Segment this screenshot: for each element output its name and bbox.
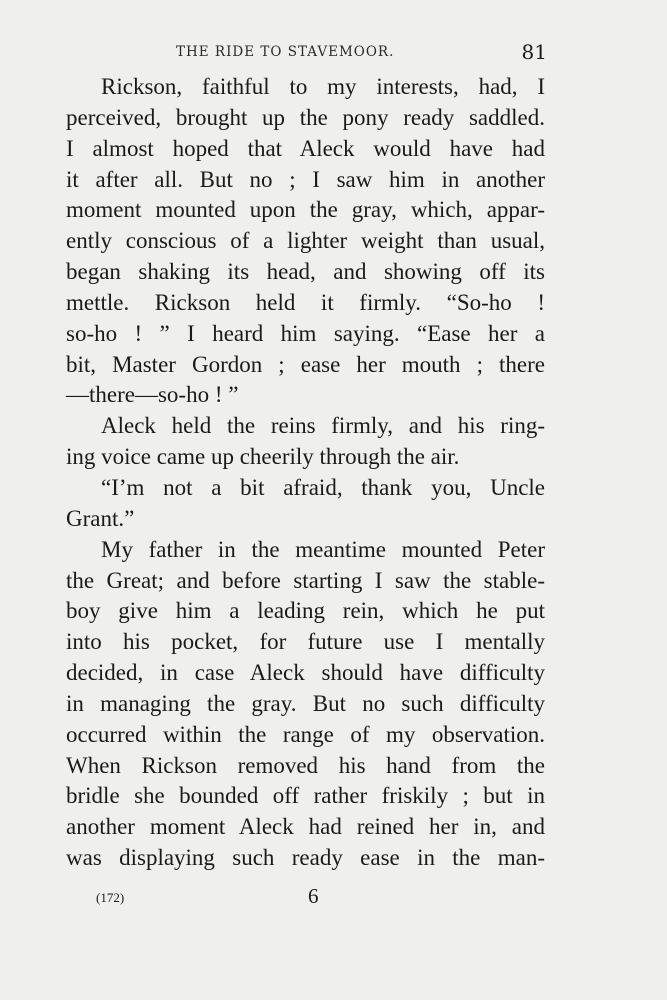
text-line: I almost hoped that Aleck would have had [66, 135, 545, 161]
text-line: began shaking its head, and showing off its [66, 259, 545, 285]
text-line: into his pocket, for future use I mentally [66, 629, 545, 655]
text-line: occurred within the range of my observation. [66, 721, 545, 747]
text-line: Rickson, faithful to my interests, had, I [101, 74, 545, 99]
text-line: bridle she bounded off rather friskily ; but in [66, 783, 545, 809]
running-head: THE RIDE TO STAVEMOOR. [176, 44, 395, 60]
text-line: decided, in case Aleck should have difficulty [66, 660, 545, 686]
text-line: in managing the gray. But no such difficulty [66, 690, 545, 716]
text-line: was displaying such ready ease in the man- [66, 845, 545, 871]
text-line: When Rickson removed his hand from the [66, 752, 545, 778]
printer-signature-code: (172) [96, 890, 125, 905]
page-footer [96, 884, 336, 914]
text-line: ently conscious of a lighter weight than usual, [66, 228, 545, 254]
text-line: —there—so-ho ! ” [66, 382, 239, 408]
signature-mark: 6 [308, 884, 319, 908]
text-line: it after all. But no ; I saw him in another [66, 166, 545, 192]
text-line: moment mounted upon the gray, which, appar- [66, 197, 545, 223]
text-line: My father in the meantime mounted Peter [101, 536, 545, 562]
text-line: the Great; and before starting I saw the stable- [66, 567, 545, 593]
text-line: ing voice came up cheerily through the air. [66, 444, 460, 470]
page-number: 81 [521, 40, 547, 64]
text-line: so-ho ! ” I heard him saying. “Ease her a [66, 320, 545, 346]
text-line: Aleck held the reins firmly, and his ring- [101, 413, 545, 439]
text-line: another moment Aleck had reined her in, and [66, 814, 545, 840]
body-text [66, 72, 545, 874]
text-line: bit, Master Gordon ; ease her mouth ; there [66, 351, 545, 377]
text-line: Grant.” [66, 505, 135, 531]
text-line: “I’m not a bit afraid, thank you, Uncle [101, 474, 545, 500]
page-header [72, 40, 547, 70]
text-line: perceived, brought up the pony ready saddled. [66, 104, 545, 130]
text-line: mettle. Rickson held it firmly. “So-ho ! [66, 289, 545, 315]
text-line: boy give him a leading rein, which he put [66, 598, 545, 624]
